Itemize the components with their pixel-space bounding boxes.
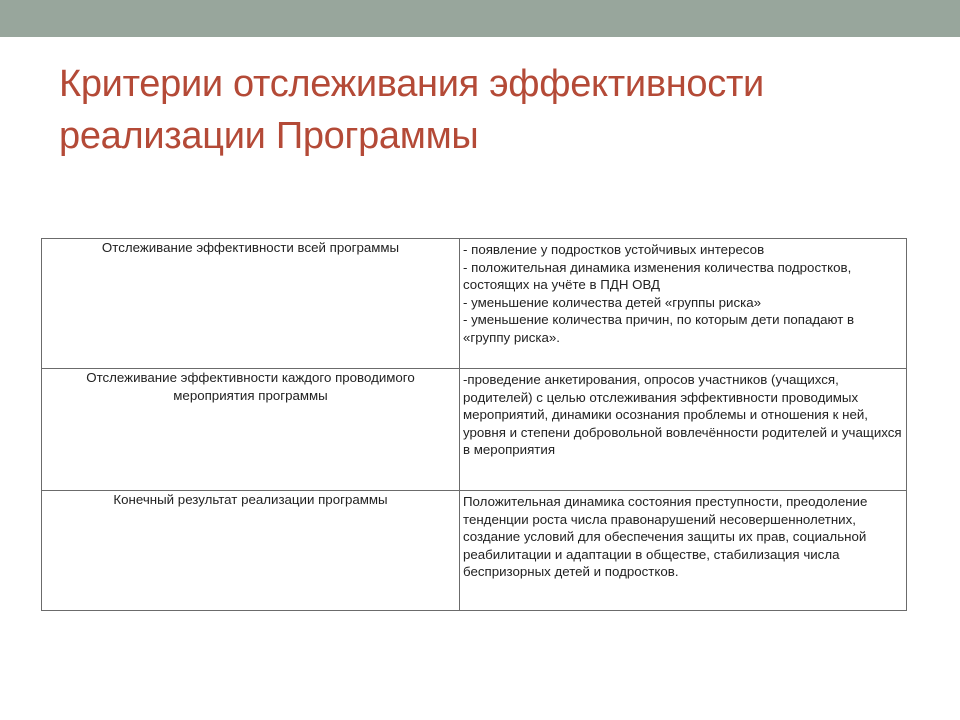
criterion-cell: Конечный результат реализации программы	[42, 491, 460, 611]
table-row	[42, 239, 907, 369]
indicator-line: -проведение анкетирования, опросов участников (учащихся, родителей) с целью отслеживания эффективности проводимых мероприятий, динамики осознания проблемы и отношения к ней, уровня и степени добровольной вовлечённости родителей и учащихся в мероприятия	[463, 372, 902, 458]
indicator-cell	[460, 491, 907, 611]
criteria-table	[41, 238, 907, 611]
slide-title	[59, 58, 919, 162]
indicator-cell	[460, 369, 907, 491]
top-accent-bar	[0, 0, 960, 37]
table-row	[42, 491, 907, 611]
indicator-line: - появление у подростков устойчивых интересов	[463, 242, 765, 257]
indicator-line: - уменьшение количества детей «группы риска»	[463, 294, 762, 310]
indicator-line: Положительная динамика состояния преступности, преодоление тенденции роста числа правонарушений несовершеннолетних, создание условий для обеспечения защиты их прав, социальной реабилитации и адаптации в обществе, стабилизация числа беспризорных детей и подростков.	[463, 494, 868, 580]
indicator-cell	[460, 239, 907, 369]
slide-title-line-1: Критерии отслеживания эффективности	[59, 63, 764, 105]
indicator-line: - положительная динамика изменения количества подростков, состоящих на учёте в ПДН ОВД	[463, 259, 852, 293]
criterion-cell: Отслеживание эффективности каждого проводимого мероприятия программы	[42, 369, 460, 491]
indicator-line: - уменьшение количества причин, по которым дети попадают в «группу риска».	[463, 312, 855, 345]
table-row	[42, 369, 907, 491]
criterion-cell: Отслеживание эффективности всей программы	[42, 239, 460, 369]
slide-title-line-2: реализации Программы	[59, 115, 479, 157]
